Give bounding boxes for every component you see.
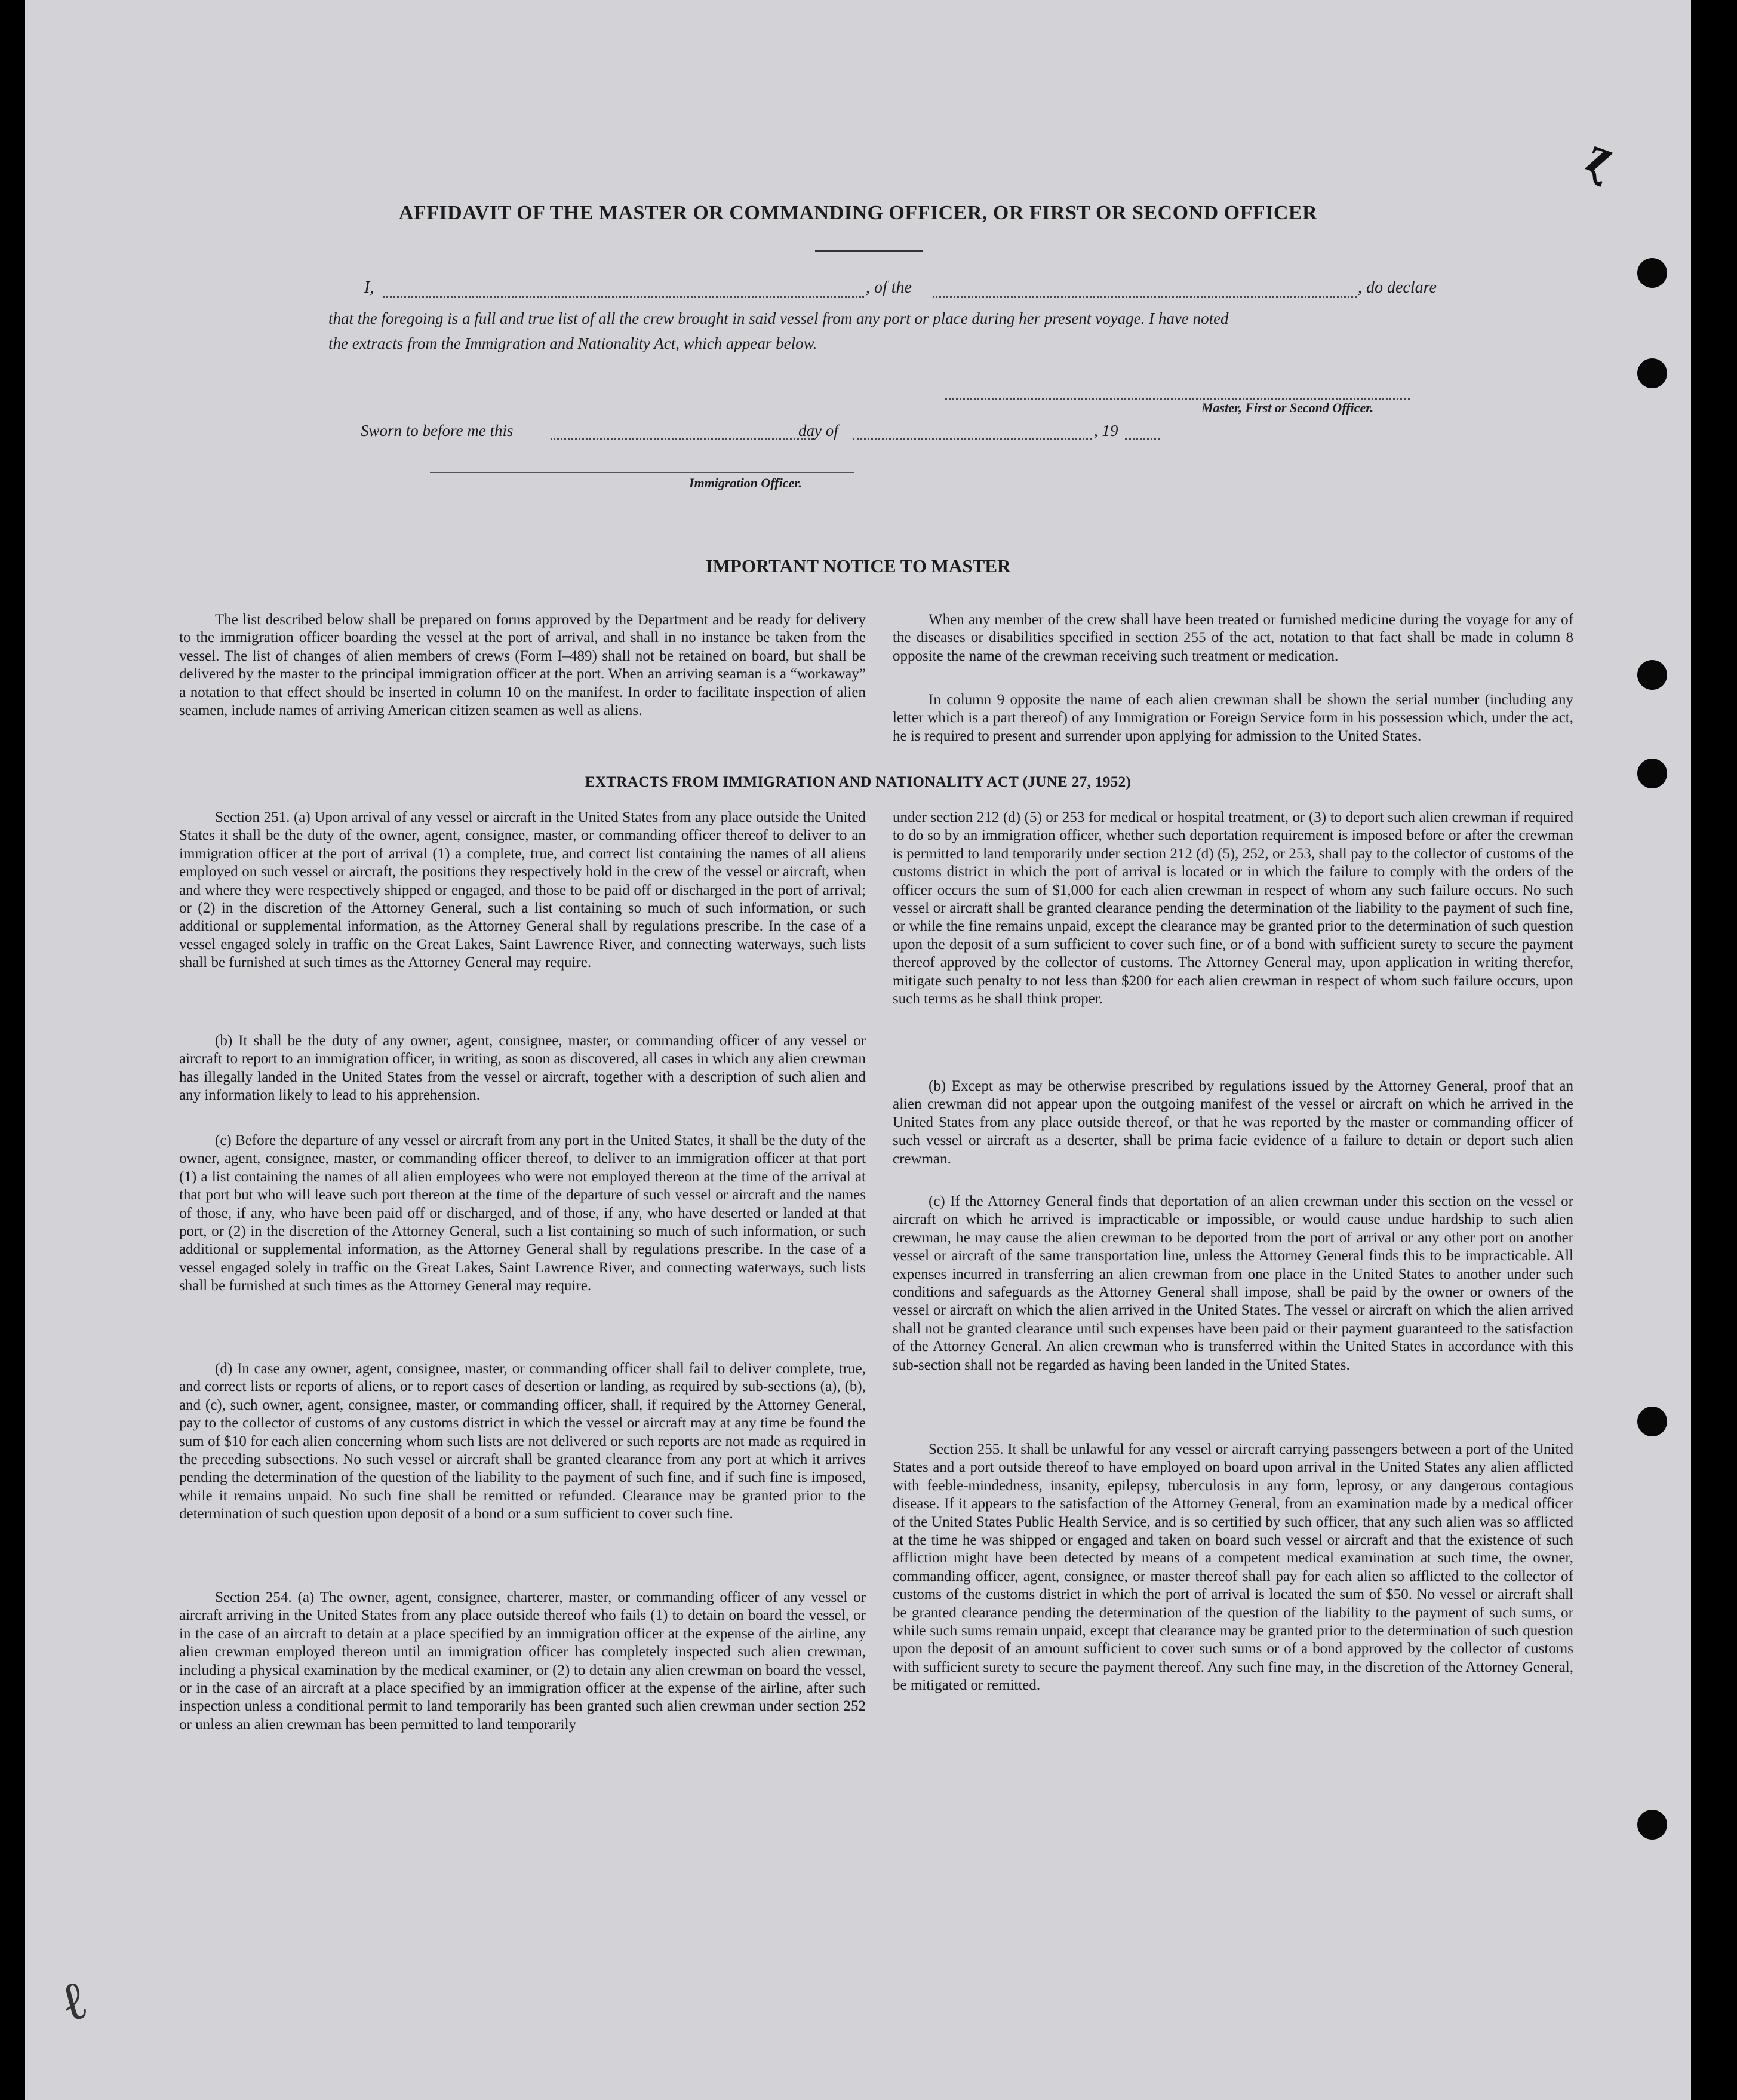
document-page [25,0,1691,2100]
day-of-label: day of [798,422,838,440]
section-251-a: Section 251. (a) Upon arrival of any vessel or aircraft in the United States from any place outside the United States it shall be the duty of the owner, agent, consignee, master, or commanding officer thereof to deliver to an immigration officer at the port of arrival (1) a complete, true, and correct list containing the names of all aliens employed on such vessel or aircraft, the positions they respectively hold in the crew of the vessel or aircraft, when and where they were respectively shipped or engaged, and those to be paid off or discharged in the port of arrival; or (2) in the discretion of the Attorney General, such a list containing so much of such information, or such additional or supplemental information, as the Attorney General shall by regulations prescribe. In the case of a vessel engaged solely in traffic on the Great Lakes, Saint Lawrence River, and connecting waterways, such lists shall be furnished at such times as the Attorney General may require. [179,809,866,971]
section-254-a-continued: under section 212 (d) (5) or 253 for medical or hospital treatment, or (3) to deport such alien crewman if required to do so by an immigration officer, whether such deportation requirement is imposed before or after the crewman is permitted to land temporarily under section 212 (d) (5), 252, or 253, shall pay to the collector of customs of the customs district in which the port of arrival is located or in which the failure to comply with the orders of the officer occurs the sum of $1,000 for each alien crewman in respect of whom any such failure occurs. No such vessel or aircraft shall be granted clearance pending the determination of the liability to the payment of such fine, or while the fine remains unpaid, except the clearance may be granted prior to the determination of such question upon the deposit of a sum sufficient to cover such fine, or of a bond with sufficient surety to secure the payment thereof approved by the collector of customs. The Attorney General may, upon application in writing therefor, mitigate such penalty to not less than $200 for each alien crewman in respect of whom such failure occurs, upon such terms as he shall think proper. [893,809,1573,1008]
officer-signature-field[interactable] [430,472,854,473]
punch-hole [1637,1810,1667,1840]
sworn-year-field[interactable] [1125,438,1160,440]
section-255: Section 255. It shall be unlawful for any vessel or aircraft carrying passengers between a port of the United States and a port outside thereof to have employed on board upon arrival in the United States any alien afflicted with feeble-mindedness, insanity, epilepsy, tuberculosis in any form, leprosy, or any dangerous contagious disease. If it appears to the satisfaction of the Attorney General, from an examination made by a medical officer of the United States Public Health Service, and is so certified by such officer, that any such alien was so afflicted at the time he was shipped or engaged and taken on board such vessel or aircraft and that the existence of such affliction might have been detected by means of a competent medical examination at such time, the owner, commanding officer, agent, consignee, or master thereof shall pay for each alien so afflicted to the collector of customs of the customs district in which the port of arrival is located the sum of $50. No vessel or aircraft shall be granted clearance pending the determination of the question of the liability to the payment of such sums, or while such sums remain unpaid, except that clearance may be granted prior to the determination of such question upon the deposit of an amount sufficient to cover such sums or of a bond approved by the collector of customs with sufficient surety to secure the payment thereof. Any such fine may, in the discretion of the Attorney General, be mitigated or remitted. [893,1441,1573,1694]
section-251-b: (b) It shall be the duty of any owner, agent, consignee, master, or commanding officer of any vessel or aircraft to report to an immigration officer, in writing, as soon as discovered, all cases in which any alien crewman has illegally landed in the United States from the vessel or aircraft, together with a description of such alien and any information likely to lead to his apprehension. [179,1033,866,1104]
section-251-d: (d) In case any owner, agent, consignee, master, or commanding officer shall fail to deliver complete, true, and correct lists or reports of aliens, or to report cases of desertion or landing, as required by sub-sections (a), (b), and (c), such owner, agent, consignee, master, or commanding officer, shall, if required by the Attorney General, pay to the collector of customs of any customs district in which the vessel or aircraft may at any time be found the sum of $10 for each alien concerning whom such lists are not delivered or such reports are not made as required in the preceding subsections. No such vessel or aircraft shall be granted clearance from any port at which it arrives pending the determination of the question of the liability to the payment of such fine, and if such fine is imposed, while it remains unpaid. No such fine shall be remitted or refunded. Clearance may be granted prior to the determination of such question upon deposit of a bond or a sum sufficient to cover such fine. [179,1361,866,1522]
sworn-month-field[interactable] [853,438,1092,440]
master-signature-field[interactable] [945,398,1410,400]
punch-hole [1637,1407,1667,1436]
notice-right-paragraph-1: When any member of the crew shall have been treated or furnished medicine during the voyage for any of the diseases or disabilities specified in section 255 of the act, notation to that fact shall be made in column 8 opposite the name of the crewman receiving such treatment or medication. [893,612,1573,664]
notice-right-paragraph-2: In column 9 opposite the name of each alien crewman shall be shown the serial number (including any letter which is a part thereof) of any Immigration or Foreign Service form in his possession which, under the act, he is required to present and surrender upon applying for admission to the United States. [893,692,1573,744]
notice-title: IMPORTANT NOTICE TO MASTER [705,555,1011,576]
i-label: I, [364,278,374,297]
extracts-title: EXTRACTS FROM IMMIGRATION AND NATIONALITY ACT (JUNE 27, 1952) [585,774,1132,790]
officer-label: Immigration Officer. [689,475,803,490]
punch-hole [1637,358,1667,388]
master-signature-label: Master, First or Second Officer. [1201,400,1374,415]
section-251-c: (c) Before the departure of any vessel or aircraft from any port in the United States, it shall be the duty of the owner, agent, consignee, master, or commanding officer thereof, to deliver to an immigration officer at that port (1) a list containing the names of all alien employees who were not employed thereon at the time of the arrival at that port but who will leave such port thereon at the time of the departure of such vessel or aircraft and the names of those, if any, who have been paid off or discharged, and of those, if any, who have deserted or landed at that port, or (2) in the discretion of the Attorney General, such a list containing so much of such information, or such additional or supplemental information, as the Attorney General shall by regulations prescribe. In the case of a vessel engaged solely in traffic on the Great Lakes, Saint Lawrence River, and connecting waterways, such lists shall be furnished at such times as the Attorney General may require. [179,1132,866,1294]
affidavit-line-2: that the foregoing is a full and true list of all the crew brought in said vessel from any port or place during her present voyage. I have noted [328,309,1229,327]
handwritten-mark: ℓ [53,1970,94,2034]
affidavit-title: AFFIDAVIT OF THE MASTER OR COMMANDING OFFICER, OR FIRST OR SECOND OFFICER [398,202,1318,224]
affidavit-line-3: the extracts from the Immigration and Nationality Act, which appear below. [328,334,817,352]
handwritten-mark: ɀ [1580,124,1623,188]
year-label: , 19 [1094,422,1118,440]
section-254-b: (b) Except as may be otherwise prescribed by regulations issued by the Attorney General, proof that an alien crewman did not appear upon the outgoing manifest of the vessel or aircraft on which he arrived in the United States from any place outside thereof, or that he was reported by the master or commanding officer of such vessel or aircraft as a deserter, shall be prima facie evidence of a failure to detain or deport such alien crewman. [893,1078,1573,1167]
vessel-field[interactable] [933,296,1357,298]
sworn-label: Sworn to before me this [361,422,514,440]
notice-left-paragraph: The list described below shall be prepared on forms approved by the Department and be ready for delivery to the immigration officer boarding the vessel at the port of arrival, and shall in no instance be taken from the vessel. The list of changes of alien members of crews (Form I–489) shall not be retained on board, but shall be delivered by the master to the principal immigration officer at the port. When an arriving seaman is a “workaway” a notation to that effect should be inserted in column 10 on the manifest. In order to facilitate inspection of alien seamen, include names of arriving American citizen seamen as well as aliens. [179,612,866,719]
section-254-c: (c) If the Attorney General finds that deportation of an alien crewman under this section on the vessel or aircraft on which he arrived is impracticable or impossible, or would cause undue hardship to such alien crewman, he may cause the alien crewman to be deported from the port of arrival or any other port on another vessel or aircraft of the same transportation line, unless the Attorney General finds this to be impracticable. All expenses incurred in transferring an alien crewman from one place in the United States to another under such conditions and safeguards as the Attorney General shall impose, shall be paid by the owner or owners of the vessel or aircraft on which the alien arrived in the United States. The vessel or aircraft on which the alien arrived shall not be granted clearance until such expenses have been paid or their payment guaranteed to the satisfaction of the Attorney General. An alien crewman who is transferred within the United States in accordance with this sub-section shall not be regarded as having been landed in the United States. [893,1193,1573,1373]
of-the-label: , of the [866,278,912,297]
punch-hole [1637,258,1667,288]
punch-hole [1637,660,1667,690]
title-rule [815,250,923,252]
sworn-day-field[interactable] [551,438,813,440]
declare-label: , do declare [1358,278,1437,297]
name-field[interactable] [383,296,864,298]
section-254-a: Section 254. (a) The owner, agent, consignee, charterer, master, or commanding officer of any vessel or aircraft arriving in the United States from any place outside thereof who fails (1) to detain on board the vessel, or in the case of an aircraft to detain at a place specified by an immigration officer at the expense of the airline, any alien crewman employed thereon until an immigration officer has completely inspected such alien crewman, including a physical examination by the medical examiner, or (2) to detain any alien crewman on board the vessel, or in the case of an aircraft at a place specified by an immigration officer at the expense of the airline, after such inspection unless a conditional permit to land temporarily has been granted such alien crewman under section 252 or unless an alien crewman has been permitted to land temporarily [179,1589,866,1733]
